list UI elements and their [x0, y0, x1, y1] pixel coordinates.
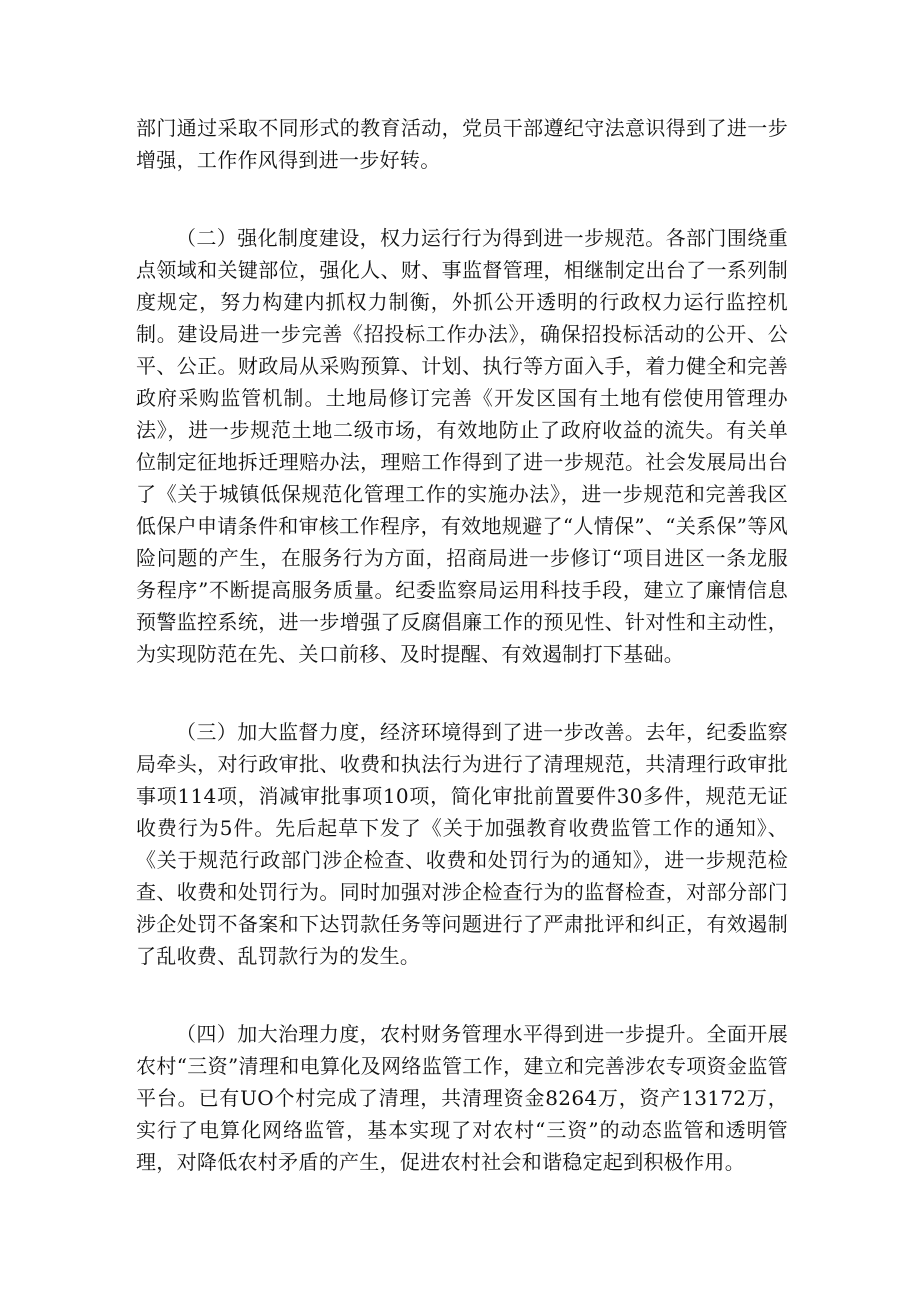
paragraph-section-2: （二）强化制度建设，权力运行行为得到进一步规范。各部门围绕重点领域和关键部位，强化人、财、事监督管理，相继制定出台了一系列制度规定，努力构建内抓权力制衡，外抓公开透明的行政权力运行监控机制。建设局进一步完善《招投标工作办法》，确保招投标活动的公开、公平、公正。财政局从采购预算、计划、执行等方面入手，着力健全和完善政府采购监管机制。土地局修订完善《开发区国有土地有偿使用管理办法》，进一步规范土地二级市场，有效地防止了政府收益的流失。有关单位制定征地拆迁理赔办法，理赔工作得到了进一步规范。社会发展局出台了《关于城镇低保规范化管理工作的实施办法》，进一步规范和完善我区低保户申请条件和审核工作程序，有效地规避了“人情保”、“关系保”等风险问题的产生，在服务行为方面，招商局进一步修订“项目进区一条龙服务程序”不断提高服务质量。纪委监察局运用科技手段，建立了廉情信息预警监控系统，进一步增强了反腐倡廉工作的预见性、针对性和主动性，为实现防范在先、关口前移、及时提醒、有效遏制打下基础。: [136, 226, 788, 666]
paragraph-gap: [136, 972, 788, 1018]
paragraph-gap: [136, 176, 788, 222]
paragraph-continuation: 部门通过采取不同形式的教育活动，党员干部遵纪守法意识得到了进一步增强，工作作风得到进一步好转。: [136, 116, 788, 172]
paragraph-section-4: （四）加大治理力度，农村财务管理水平得到进一步提升。全面开展农村“三资”清理和电算化及网络监管工作，建立和完善涉农专项资金监管平台。已有UO个村完成了清理，共清理资金8264万，资产13172万，实行了电算化网络监管，基本实现了对农村“三资”的动态监管和透明管理，对降低农村矛盾的产生，促进农村社会和谐稳定起到积极作用。: [136, 1022, 788, 1174]
paragraph-section-3: （三）加大监督力度，经济环境得到了进一步改善。去年，纪委监察局牵头，对行政审批、收费和执法行为进行了清理规范，共清理行政审批事项114项，消减审批事项10项，简化审批前置要件30多件，规范无证收费行为5件。先后起草下发了《关于加强教育收费监管工作的通知》、《关于规范行政部门涉企检查、收费和处罚行为的通知》，进一步规范检查、收费和处罚行为。同时加强对涉企检查行为的监督检查，对部分部门涉企处罚不备案和下达罚款任务等问题进行了严肃批评和纠正，有效遏制了乱收费、乱罚款行为的发生。: [136, 720, 788, 968]
paragraph-gap: [136, 670, 788, 716]
document-page: [136, 112, 788, 1178]
